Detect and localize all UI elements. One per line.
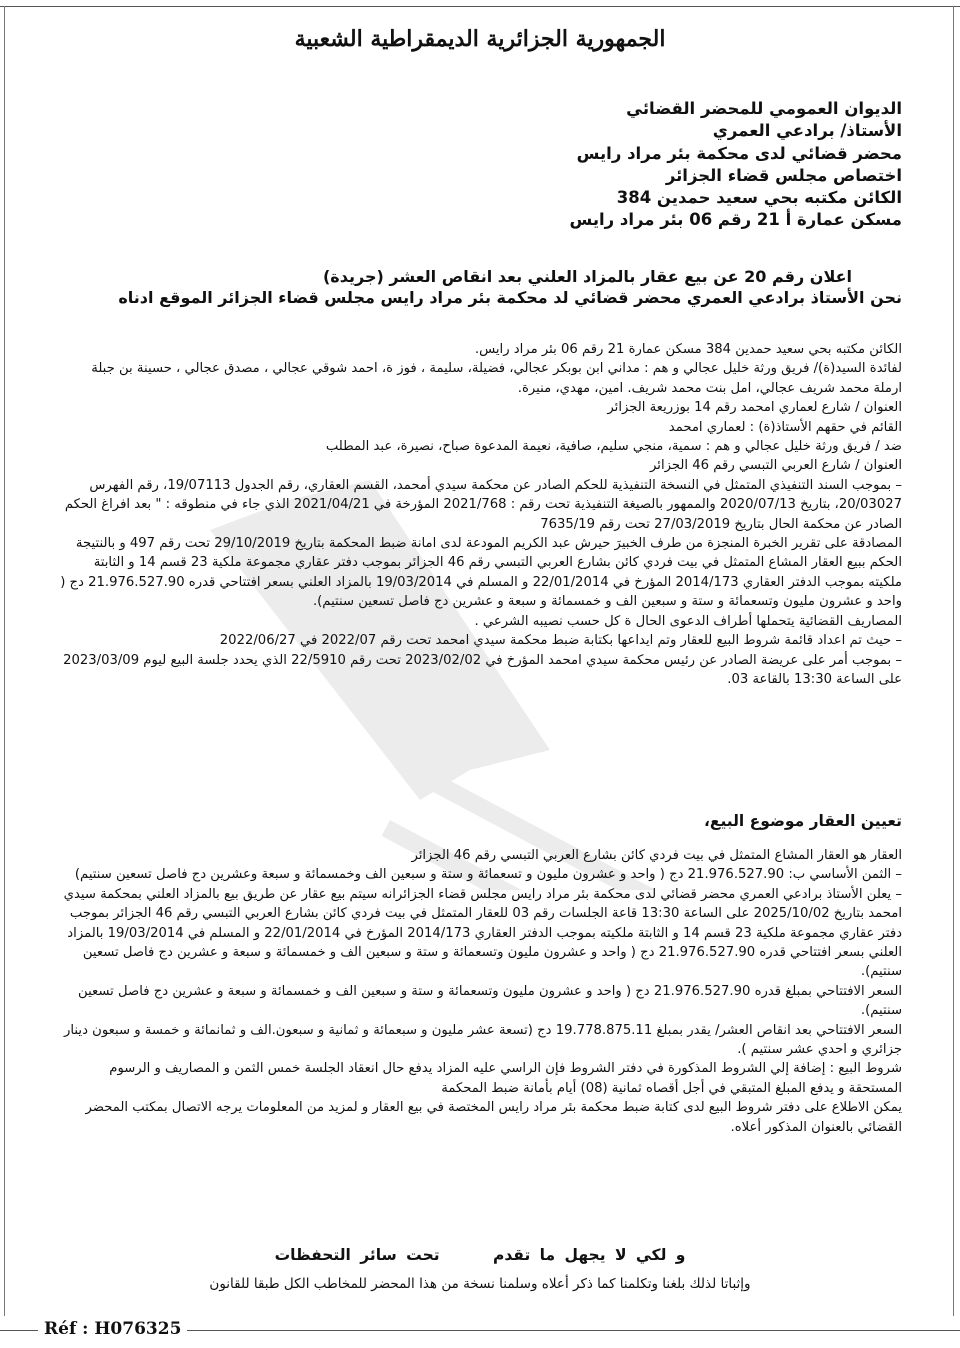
top-border (0, 6, 960, 7)
reference-number: Réf : H076325 (38, 1319, 187, 1339)
base-price-paragraph: – الثمن الأساسي ب: 21.976.527.90 دج ( واحد و عشرون مليون و تسعمائة و ستة و سبعين الف وخمسمائة و سبعة وعشرين دج فاصل تسعين سنتيم) (74, 867, 902, 883)
office-line-3: محضر قضائي لدى محكمة بئر مراد رايس (576, 143, 902, 163)
reference-footer (0, 1319, 960, 1343)
announcement-title: اعلان رقم 20 عن بيع عقار بالمزاد العلني بعد انقاص العشر (جريدة) (322, 267, 852, 286)
closing-formula (0, 1246, 960, 1264)
bailiff-office-block (570, 98, 903, 232)
office-line-4: اختصاص مجلس قضاء الجزائر (665, 165, 902, 185)
office-line-1: الديوان العمومي للمحضر القضائي (626, 99, 902, 118)
closing-formula-b: تحت سائر التحفظات (274, 1246, 440, 1264)
sale-conditions-paragraph: شروط البيع : إضافة إلي الشروط المذكورة في دفتر الشروط فإن الراسي عليه المزاد يدفع حال انعقاد الجلسة خمس الثمن و المصاريف و الرسوم المستحقة و يدفع المبلغ المتبقي في أجل أقصاه ثمانية (08) أيام بأمانة ضبط المحكمة (109, 1061, 902, 1096)
reduced-price-paragraph: السعر الافتتاحي بعد انقاص العشر/ يقدر بمبلغ 19.778.875.11 دج (تسعة عشر مليون و سبعمائة و ثمانية و سبعون.الف و ثمانمائة و خمسة و سبعون دينار جزائري و احدي عشر سنتيم ). (64, 1022, 902, 1058)
republic-heading: الجمهورية الجزائرية الديمقراطية الشعبية (294, 26, 666, 52)
contact-paragraph: يمكن الاطلاع على دفتر شروط البيع لدى كتابة ضبط محكمة بئر مراد رايس المختصة في بيع العقار و لمزيد من المعلومات يرجه الاتصال بمكتب المحضر القضائي بالعنوان المذكور أعلاه. (85, 1100, 902, 1135)
right-border (953, 6, 954, 1316)
defendants-paragraph: ضد / فريق ورثة خليل عجالي و هم : سمية، منجي سليم، صافية، نعيمة المدعوة صباح، نصيرة، عبد المطلب (325, 439, 902, 455)
office-address-paragraph: الكائن مكتبه بحي سعيد حمدين 384 مسكن عمارة 21 رقم 06 بئر مراد رايس. (474, 342, 902, 357)
conditions-list-paragraph: – حيث تم اعداد قائمة شروط البيع للعقار وتم ايداعها بكتابة ضبط محكمة سيدي امحمد تحت رقم 2022/07 في 2022/06/27 (219, 633, 902, 649)
beneficiaries-address: العنوان / شارع لعماري امحمد رقم 14 بوزريعة الجزائر (607, 400, 902, 416)
property-section-title: تعيين العقار موضوع البيع، (703, 812, 902, 830)
auction-announcement-paragraph: – يعلن الأستاذ برادعي العمري محضر قضائي لدى محكمة بئر مراد رايس مجلس قضاء الجزائرانه سيتم بيع عقار عن طريق بيع بالمزاد العلني بمحكمة سيدي امحمد بتاريخ 2025/10/02 على الساعة 13:30 قاعة الجلسات رقم 03 للعقار المتمثل في بيت فردي كائن بشارع العربي التبسي رقم 46 الجزائر بموجب دفتر عقاري مجموعة ملكية 23 قسم 14 و الثابتة ملكيته بموجب الدفتر العقاري 2014/173 المؤرخ في 22/01/2014 و المسلم في 19/03/2014 بالمزاد العلني بسعر افتتاحي قدره 21.976.527.90 دج ( واحد و عشرون مليون وتسعمائة و ستة و سبعين الف و خمسمائة و سبعة و عشرين دج فاصل تسعين سنتيم). (63, 886, 902, 980)
office-line-5: الكائن مكتبه بحي سعيد حمدين 384 (616, 188, 902, 208)
costs-paragraph: المصاريف القضائية يتحملها أطراف الدعوى الحال ة كل حسب نصيبه الشرعي . (474, 613, 902, 629)
closing-statement: وإثباتا لذلك بلغنا وتكلمنا كما ذكر أعلاه وسلمنا نسخة من هذا المحضر للمخاطب الكل طبقا للقانون (209, 1276, 751, 1292)
office-line-6: مسكن عمارة أ 21 رقم 06 بئر مراد رايس (569, 210, 902, 230)
defendants-address: العنوان / شارع العربي التبسي رقم 46 الجزائر (650, 458, 902, 474)
closing-formula-a: و لكي لا يجهل ما تقدم (492, 1246, 686, 1264)
expertise-paragraph: المصادقة على تقرير الخبرة المنجزة من طرف الخبيرَ حيرش عبد الكريم المودعة لدى امانة ضبط المحكمة بتاريخ 29/10/2019 تحت رقم 497 و بالنتيجة الحكم ببيع العقار المشاع المتمثل في بيت فردي كائن بشارع العربي التبسي رقم 46 الجزائر بموجب دفتر عقاري مجموعة ملكية 23 قسم 14 و الثابتة ملكيته بموجب الدفتر العقاري 2014/173 المؤرخ في 22/01/2014 و المسلم في 19/03/2014 بالمزاد العلني بسعر افتتاحي قدره 21.976.527.90 دج ( واحد و عشرون مليون وتسعمائة و ستة و سبعين الف و خمسمائة و سبعة و عشرين دج فاصل تسعين سنتيم). (60, 536, 902, 610)
enforcement-title-paragraph: – بموجب السند التنفيذي المتمثل في النسخة التنفيذية للحكم الصادر عن محكمة سيدي أمحمد، القسم العقاري، رقم الجدول 19/07113، رقم الفهرس 20/03027، بتاريخ 2020/07/13 والممهور بالصيغة التنفيذية تحت رقم : 2021/768 المؤرخة في 2021/04/21 الذي جاء في منطوقه : " بعد افراغ الحكم الصادر عن محكمة الحال بتاريخ 27/03/2019 تحت رقم 7635/19 (64, 477, 902, 532)
office-line-2: الأستاذ/ برادعي العمري (712, 121, 902, 141)
announcement-subtitle: نحن الأستاذ برادعي العمري محضر قضائي لد محكمة بئر مراد رايس مجلس قضاء الجزائر الموقع ادناه (118, 288, 902, 307)
property-description: العقار هو العقار المشاع المتمثل في بيت فردي كائن بشارع العربي التبسي رقم 46 الجزائر (411, 848, 902, 863)
court-order-paragraph: – بموجب أمر على عريضة الصادر عن رئيس محكمة سيدي امحمد المؤرخ في 2023/02/02 تحت رقم 22/5910 الذي يحدد جلسة البيع ليوم 2023/03/09 على الساعة 13:30 بالقاعة 03. (63, 652, 902, 687)
lawyer-paragraph: القائم في حقهم الأستاذ(ة) : لعماري امحمد (668, 419, 902, 435)
case-details (60, 340, 902, 689)
opening-price-paragraph: السعر الافتتاحي بمبلغ قدره 21.976.527.90 دج ( واحد و عشرون مليون وتسعمائة و ستة و سبعين الف و خمسمائة و سبعة و عشرين دج فاصل تسعين سنتيم). (78, 983, 902, 1019)
left-border (4, 6, 5, 1316)
beneficiaries-paragraph: لفائدة السيد(ة)/ فريق ورثة خليل عجالي و هم : مداني ابن بوبكر عجالي، فضيلة، سليمة ، فوز ة، احمد شوقي عجالي ، مصدق عجالي ، حسينة بن جبلة ارملة محمد شريف عجالي، امل بنت محمد شريف. امين، مهدي، منيرة. (91, 361, 902, 396)
announcement-block (118, 266, 902, 308)
property-details (60, 846, 902, 1137)
